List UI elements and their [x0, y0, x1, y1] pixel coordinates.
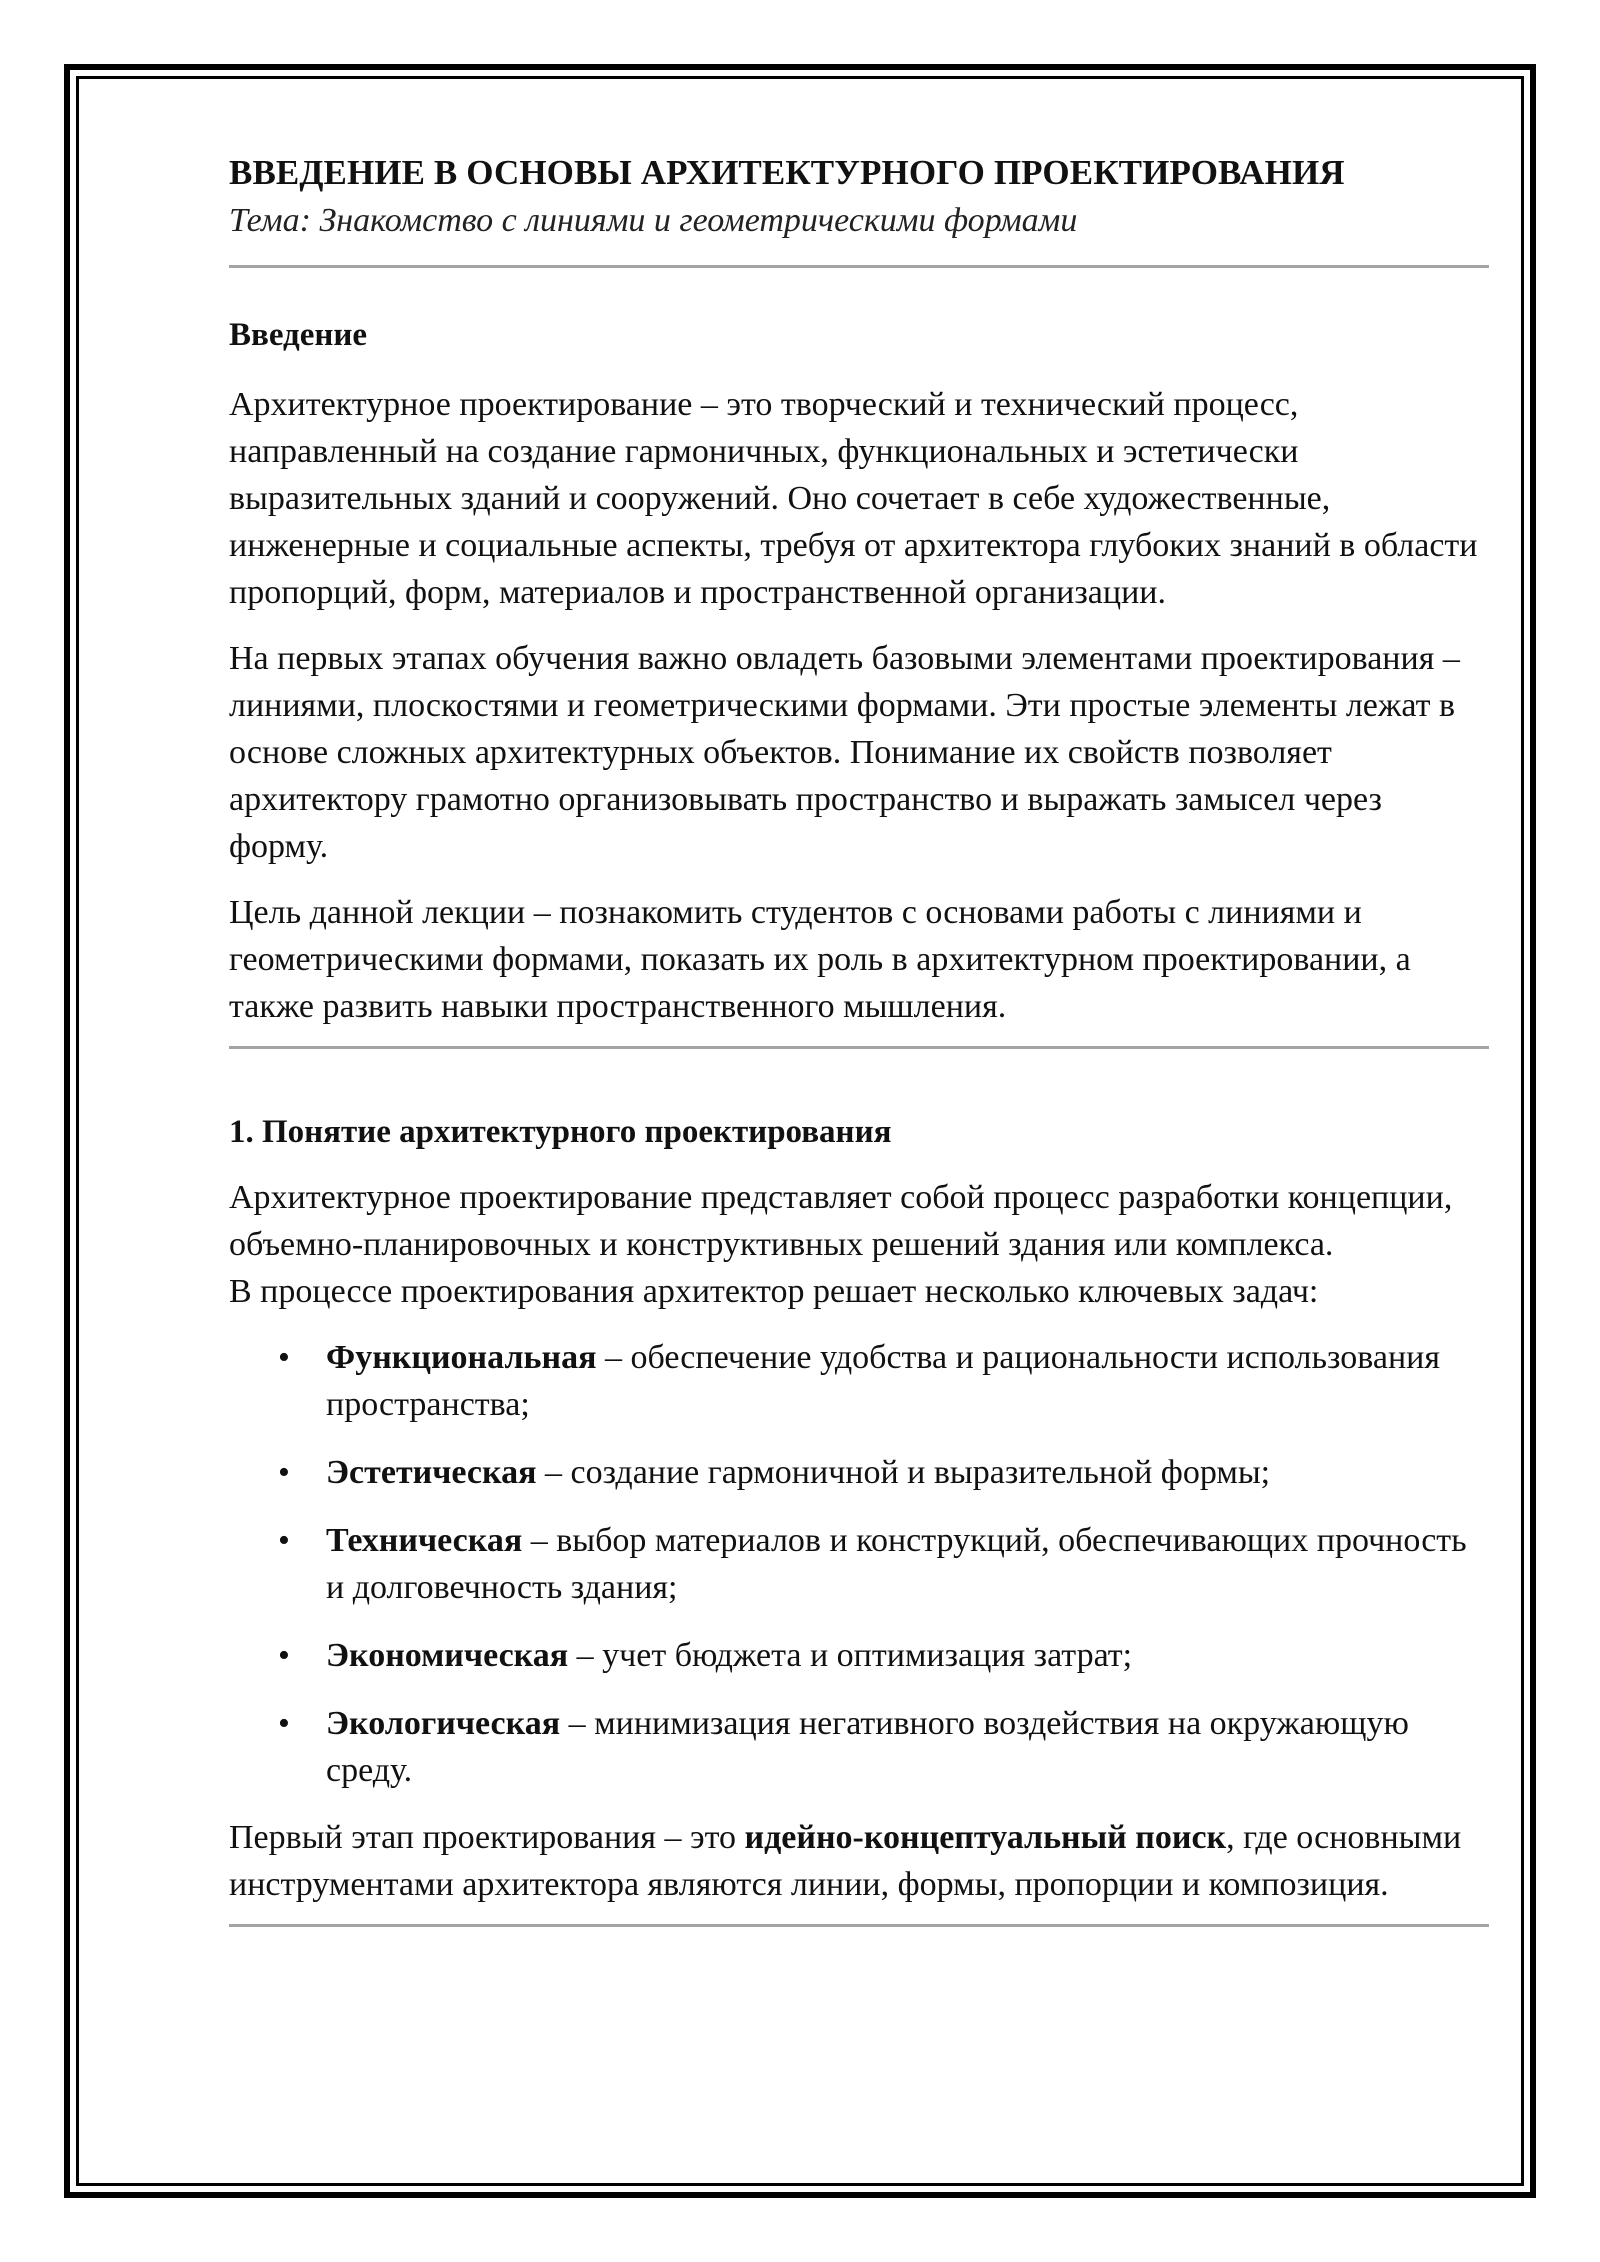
task-description: – создание гармоничной и выразительной формы;	[536, 1454, 1271, 1491]
task-term: Функциональная	[326, 1339, 597, 1376]
document-body	[229, 150, 1489, 1927]
closing-text: Первый этап проектирования – это	[229, 1819, 745, 1856]
list-item	[229, 1334, 1489, 1428]
intro-paragraph: Архитектурное проектирование – это творческий и технический процесс, направленный на создание гармоничных, функциональных и эстетически выразительных зданий и сооружений. Оно сочетает в себе художественные, инженерные и социальные аспекты, требуя от архитектора глубоких знаний в области пропорций, форм, материалов и пространственной организации.	[229, 386, 1478, 611]
task-term: Техническая	[326, 1522, 523, 1559]
intro-paragraph: Цель данной лекции – познакомить студентов с основами работы с линиями и геометрическими формами, показать их роль в архитектурном проектировании, а также развить навыки пространственного мышления.	[229, 894, 1411, 1025]
section-paragraph-text: В процессе проектирования архитектор решает несколько ключевых задач:	[229, 1273, 1319, 1310]
section-paragraph	[229, 1174, 1489, 1315]
list-item	[229, 1632, 1489, 1679]
task-description: – учет бюджета и оптимизация затрат;	[568, 1637, 1133, 1674]
task-description: – обеспечение удобства и рациональности использования пространства;	[326, 1339, 1440, 1423]
tasks-list	[229, 1334, 1489, 1794]
task-term: Эстетическая	[326, 1454, 537, 1491]
intro-heading: Введение	[229, 317, 368, 353]
section-divider	[229, 265, 1489, 268]
task-term: Экономическая	[326, 1637, 569, 1674]
document-subtitle: Тема: Знакомство с линиями и геометрическими формами	[229, 202, 1078, 239]
bullet-icon: •	[278, 1705, 290, 1742]
section-divider	[229, 1924, 1489, 1927]
document-title: ВВЕДЕНИЕ В ОСНОВЫ АРХИТЕКТУРНОГО ПРОЕКТИРОВАНИЯ	[229, 153, 1345, 192]
bullet-icon: •	[278, 1637, 290, 1674]
section-divider	[229, 1046, 1489, 1049]
list-item	[229, 1449, 1489, 1496]
task-term: Экологическая	[326, 1705, 561, 1742]
list-item	[229, 1517, 1489, 1611]
task-description: – выбор материалов и конструкций, обеспечивающих прочность и долговечность здания;	[326, 1522, 1467, 1606]
section-heading: 1. Понятие архитектурного проектирования	[229, 1114, 892, 1150]
list-item	[229, 1700, 1489, 1794]
closing-text: , где основными инструментами архитектора являются линии, формы, пропорции и композиция.	[229, 1819, 1462, 1903]
closing-emphasis: идейно-концептуальный поиск	[744, 1819, 1227, 1856]
bullet-icon: •	[278, 1522, 290, 1559]
bullet-icon: •	[278, 1454, 290, 1491]
intro-paragraph: На первых этапах обучения важно овладеть базовыми элементами проектирования – линиями, плоскостями и геометрическими формами. Эти простые элементы лежат в основе сложных архитектурных объектов. Понимание их свойств позволяет архитектору грамотно организовывать пространство и выражать замысел через форму.	[229, 640, 1460, 865]
section-paragraph-text: Архитектурное проектирование представляет собой процесс разработки концепции, объемно-планировочных и конструктивных решений здания или комплекса.	[229, 1179, 1453, 1263]
closing-paragraph	[229, 1814, 1489, 1908]
task-description: – минимизация негативного воздействия на окружающую среду.	[326, 1705, 1409, 1789]
bullet-icon: •	[278, 1339, 290, 1376]
